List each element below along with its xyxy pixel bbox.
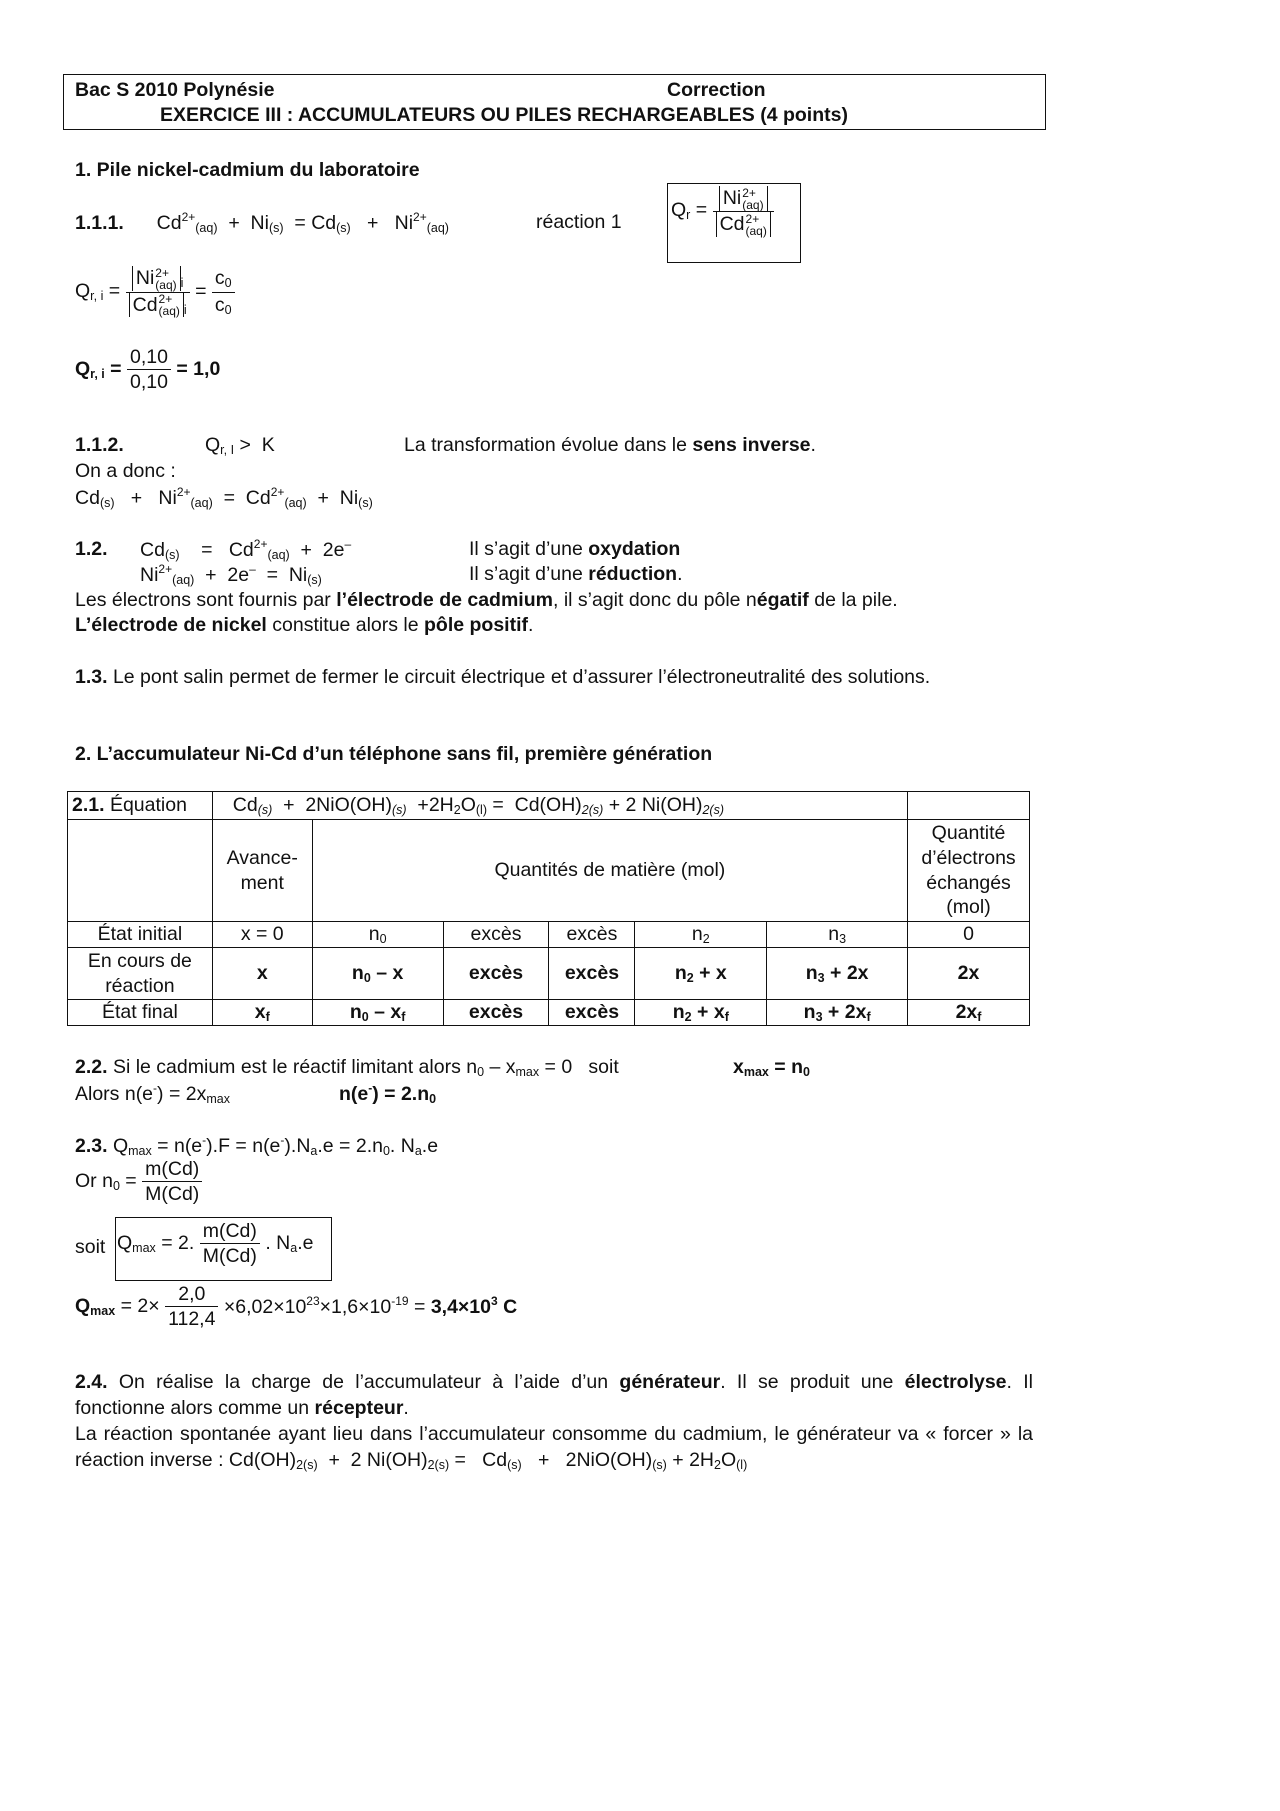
q24-paragraph-2: La réaction spontanée ayant lieu dans l’accumulateur consomme du cadmium, le générateur va « forcer » la réaction inverse : Cd(OH)2(s) + 2 Ni(OH)2(s) = Cd(s) + 2NiO(OH)(s) + 2H2O(l) (75, 1423, 1033, 1472)
calc-numerator: 2,0 (165, 1282, 218, 1307)
mass-numerator: m(Cd) (142, 1157, 202, 1182)
qri-den-value: 0,10 (130, 371, 168, 394)
q12-paragraph-1: Les électrons sont fournis par l’électrode de cadmium, il s’agit donc du pôle négatif de la pile. (75, 589, 898, 611)
q23-boxed-content: Qmax = 2. $\frac{m(Cd)}{M(Cd)}$ . Na.e (117, 1220, 314, 1268)
qr-fraction: Ni 2+ (aq) Cd 2+ (aq) (713, 186, 774, 237)
table-row (68, 948, 1030, 1000)
table-cell: x = 0 (212, 922, 312, 948)
table-cell: excès (549, 922, 635, 948)
q23-soit: soit (75, 1236, 106, 1258)
table-cell: excès (549, 1000, 635, 1026)
q22-line-1: 2.2. Si le cadmium est le réactif limitant alors n0 – xmax = 0 soit (75, 1056, 619, 1079)
table-cell: excès (549, 948, 635, 1000)
q23-calculation: Qmax = 2× $\frac{2,0}{112,4}$ $\times 6,02\times 10^{23}\times 1,6\times 10^{-19} = 3,4\times 10^3$ C (75, 1283, 518, 1331)
header-left: Bac S 2010 Polynésie (75, 79, 275, 101)
mass-numerator: m(Cd) (200, 1219, 260, 1244)
q112-compare: Qr, I > K (205, 434, 275, 457)
header-right: Correction (667, 79, 766, 101)
table-cell: xf (212, 1000, 312, 1026)
molar-mass-denominator: M(Cd) (145, 1183, 200, 1206)
table-cell: n3 (767, 922, 908, 948)
section-1-heading: 1. Pile nickel-cadmium du laboratoire (75, 159, 420, 181)
table-cell: n0 – xf (312, 1000, 443, 1026)
section-2-heading: 2. L’accumulateur Ni-Cd d’un téléphone sans fil, première génération (75, 743, 713, 765)
table-cell: n0 – x (312, 948, 443, 1000)
q22-result-2: n(e-) = 2.n0 (339, 1081, 437, 1106)
header-title: EXERCICE III : ACCUMULATEURS OU PILES RECHARGEABLES (4 points) (160, 104, 848, 126)
equation-cell: Cd(s) + 2NiO(OH)(s) +2H2O(l) = Cd(OH)2(s) + 2 Ni(OH)2(s) (212, 792, 907, 820)
q22-result: xmax = n0 (733, 1056, 810, 1079)
table-cell: n2 + x (635, 948, 767, 1000)
q13-paragraph: 1.3. Le pont salin permet de fermer le circuit électrique et d’assurer l’électroneutralité des solutions. (75, 666, 931, 688)
table-cell: n0 (312, 922, 443, 948)
progress-table (67, 791, 1030, 1026)
q12-reduction-text: Il s’agit d’une réduction. (469, 563, 683, 585)
table-cell: excès (443, 922, 549, 948)
table-cell: excès (443, 1000, 549, 1026)
q23-line-1: 2.3. Qmax = n(e-).F = n(e-).Na.e = 2.n0. Na.e (75, 1133, 439, 1158)
q111-reaction-label: réaction 1 (536, 211, 622, 233)
table-row (68, 820, 1030, 922)
q12-oxidation-eq: Cd(s) = $Cd^{2+}(aq) + 2e^-$ (140, 537, 352, 562)
table-cell: 2xf (908, 1000, 1030, 1026)
qri-num-value: 0,10 (127, 345, 171, 370)
table-cell: x (212, 948, 312, 1000)
table-cell: 0 (908, 922, 1030, 948)
table-row (68, 922, 1030, 948)
empty-cell (908, 792, 1030, 820)
row-label: État initial (68, 922, 213, 948)
q12-reduction-eq: $Ni^{2+}(aq) + 2e^- = Ni(s)$ (140, 562, 322, 587)
q12-oxidation-text: Il s’agit d’une oxydation (469, 538, 681, 560)
q112-equation: $Cd(s) + Ni^{2+}(aq) = Cd^{2+}(aq) + Ni(s)$ (75, 485, 373, 510)
q23-or-line: Or n0 = $\frac{m(Cd)}{M(Cd)}$ (75, 1157, 202, 1207)
q111-equation: $Cd^{2+}(aq) + Ni(s) = Cd(s) + Ni^{2+}(aq)$ (156, 210, 449, 235)
row-label: En cours de réaction (68, 948, 213, 1000)
empty-cell (68, 820, 213, 922)
q24-paragraph-1: 2.4. On réalise la charge de l’accumulateur à l’aide d’un générateur. Il se produit une électrolyse. Il fonctionne alors comme un récepteur. (75, 1371, 1033, 1419)
table-cell: n2 + xf (635, 1000, 767, 1026)
avancement-header: Avance-ment (212, 820, 312, 922)
q112-donc: On a donc : (75, 460, 176, 482)
qri-fraction: Ni 2+ (aq) i Cd 2+ (aq) i (126, 266, 190, 318)
qri-c0-fraction: $\frac{c0}{c0}$ (212, 266, 235, 318)
q111-number: 1.1.1. (75, 212, 124, 234)
table-cell: n2 (635, 922, 767, 948)
table-cell: excès (443, 948, 549, 1000)
quantites-header: Quantités de matière (mol) (312, 820, 907, 922)
table-cell: n3 + 2xf (767, 1000, 908, 1026)
table-row (68, 792, 1030, 820)
row-label: État final (68, 1000, 213, 1026)
q112-text: La transformation évolue dans le sens inverse. (404, 434, 816, 456)
qr-expression: Qr = Ni 2+ (aq) Cd 2+ (aq) (671, 186, 774, 237)
equation-label: 2.1. Équation (68, 792, 213, 820)
qri-numeric: Qr, i = $\frac{0,10}{0,10}$ = 1,0 (75, 346, 221, 394)
table-cell: 2x (908, 948, 1030, 1000)
table-row (68, 1000, 1030, 1026)
q12-number: 1.2. (75, 538, 108, 560)
table-cell: n3 + 2x (767, 948, 908, 1000)
qri-expression: Qr, i = Ni 2+ (aq) i Cd 2+ (aq) i = $\frac{c0}{c0}$ (75, 266, 235, 318)
q111-line (75, 210, 449, 237)
q12-paragraph-2: L’électrode de nickel constitue alors le pôle positif. (75, 614, 534, 636)
qri-result: = 1,0 (176, 358, 221, 380)
calc-denominator: 112,4 (168, 1308, 216, 1331)
molar-mass-denominator: M(Cd) (202, 1245, 257, 1268)
q112-number: 1.1.2. (75, 434, 124, 456)
q22-line-2: Alors n(e-) = 2xmax (75, 1081, 230, 1106)
electrons-header: Quantité d’électrons échangés (mol) (908, 820, 1030, 922)
